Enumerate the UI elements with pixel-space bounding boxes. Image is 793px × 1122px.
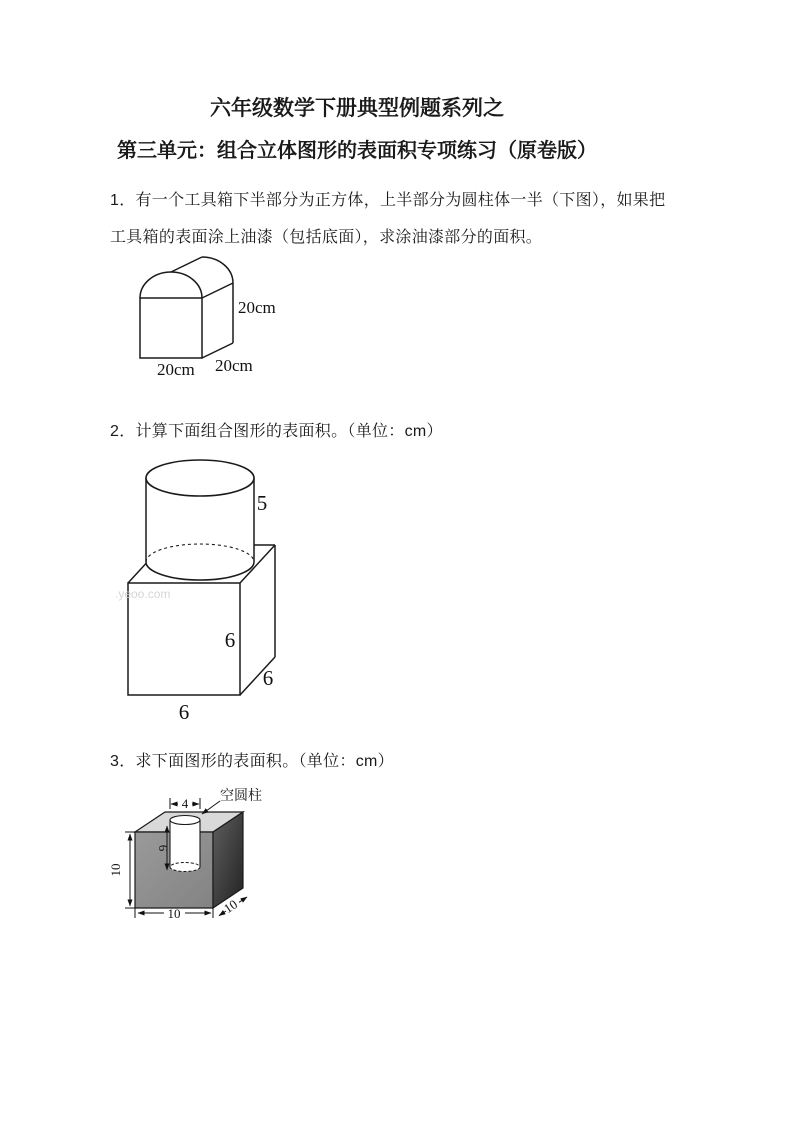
toolbox-width-label: 20cm — [157, 360, 195, 379]
question-1-line-2: 工具箱的表面涂上油漆（包括底面），求涂油漆部分的面积。 — [110, 229, 543, 246]
cylinder — [146, 460, 254, 580]
figure-toolbox — [128, 248, 300, 384]
depth-label: 10 — [220, 896, 241, 917]
question-2 — [110, 413, 443, 450]
toolbox-back-arc — [202, 257, 233, 283]
cylinder-top-ellipse — [146, 460, 254, 496]
cube-height-label: 6 — [224, 628, 236, 652]
toolbox-ridge-line — [171, 257, 202, 272]
toolbox-depth-label: 20cm — [215, 356, 253, 375]
diameter-label: 4 — [181, 796, 189, 811]
question-3 — [110, 743, 394, 780]
toolbox-outline — [140, 257, 233, 358]
question-3-line-1: 3．求下面图形的表面积。（单位：cm） — [110, 753, 394, 770]
cube-width-label: 6 — [178, 700, 190, 724]
width-label: 10 — [167, 906, 181, 921]
question-2-line-1: 2．计算下面组合图形的表面积。（单位：cm） — [110, 423, 443, 440]
hole-body — [170, 820, 200, 872]
page-subtitle: 第三单元：组合立体图形的表面积专项练习（原卷版） — [117, 140, 597, 162]
toolbox-front-arc — [140, 272, 202, 298]
hole-top-ellipse — [170, 816, 200, 825]
hole-annotation — [202, 787, 262, 814]
question-1 — [110, 182, 665, 256]
toolbox-height-label: 20cm — [238, 298, 276, 317]
figure-cylinder-on-cube — [105, 447, 315, 727]
toolbox-right-face — [202, 283, 233, 358]
figure-cube-with-hole — [108, 785, 298, 950]
height-label: 10 — [108, 863, 123, 877]
hole-depth-label: 6 — [156, 844, 171, 852]
watermark: .yeoo.com — [115, 587, 171, 601]
cube-depth-label: 6 — [262, 666, 274, 690]
toolbox-front-face — [140, 298, 202, 358]
cylinder-height-label: 5 — [256, 491, 268, 515]
depth-arrow-left — [219, 911, 226, 916]
depth-arrow-right — [239, 897, 247, 902]
page-title: 六年级数学下册典型例题系列之 — [210, 97, 504, 120]
annotation-label: 空圆柱 — [220, 789, 262, 804]
question-1-line-1: 1．有一个工具箱下半部分为正方体，上半部分为圆柱体一半（下图），如果把 — [110, 192, 666, 209]
hollow-cylinder — [170, 816, 200, 872]
